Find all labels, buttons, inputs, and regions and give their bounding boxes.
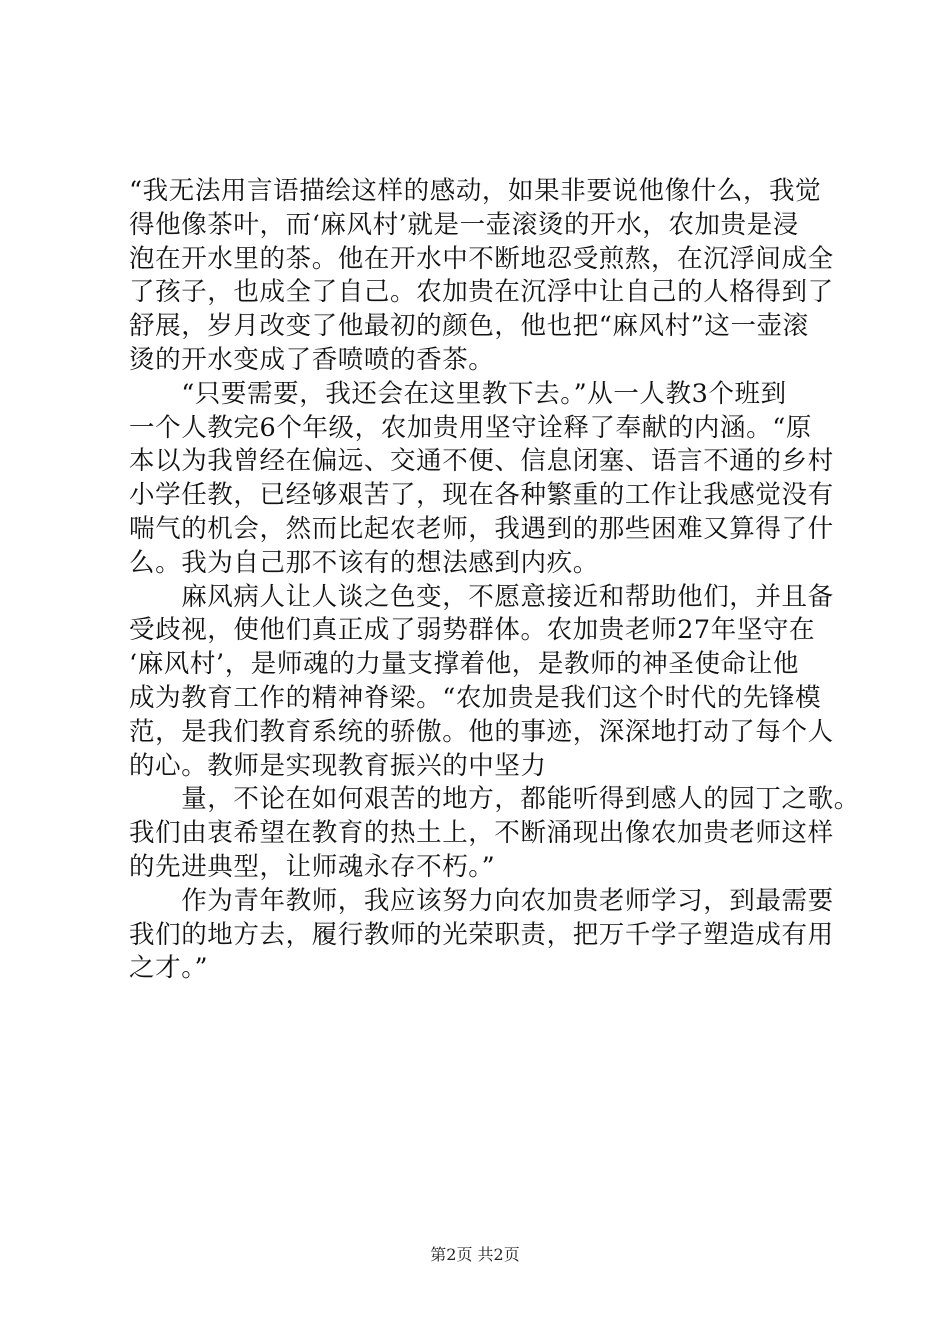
text-line: 一个人教完6个年级，农加贵用坚守诠释了奉献的内涵。“原: [129, 412, 812, 443]
text-line: 麻风病人让人谈之色变，不愿意接近和帮助他们，并且备: [129, 581, 834, 612]
text-line: 范，是我们教育系统的骄傲。他的事迹，深深地打动了每个人: [129, 716, 834, 747]
text-line: “我无法用言语描绘这样的感动，如果非要说他像什么，我觉: [129, 176, 822, 206]
text-line: 了孩子，也成全了自己。农加贵在沉浮中让自己的人格得到了: [129, 277, 834, 308]
text-line: 受歧视，使他们真正成了弱势群体。农加贵老师27年坚守在: [129, 615, 816, 646]
text-line: ‘麻风村’，是师魂的力量支撑着他，是教师的神圣使命让他: [129, 649, 799, 680]
text-line: 我们的地方去，履行教师的光荣职责，把万千学子塑造成有用: [129, 919, 834, 950]
text-line: 成为教育工作的精神脊梁。“农加贵是我们这个时代的先锋模: [129, 683, 822, 713]
text-line: 舒展，岁月改变了他最初的颜色，他也把“麻风村”这一壶滚: [129, 311, 809, 342]
text-line: 泡在开水里的茶。他在开水中不断地忍受煎熬，在沉浮间成全: [129, 243, 834, 274]
text-line: 小学任教，已经够艰苦了，现在各种繁重的工作让我感觉没有: [129, 480, 834, 511]
text-line: 我们由衷希望在教育的热土上，不断涌现出像农加贵老师这样: [129, 818, 834, 849]
text-line: 量，不论在如何艰苦的地方，都能听得到感人的园丁之歌。: [129, 784, 860, 815]
text-line: 本以为我曾经在偏远、交通不便、信息闭塞、语言不通的乡村: [129, 446, 834, 477]
text-line: 的心。教师是实现教育振兴的中坚力: [129, 750, 547, 781]
text-line: 之才。”: [129, 953, 209, 984]
text-line: 作为青年教师，我应该努力向农加贵老师学习，到最需要: [129, 885, 834, 916]
text-line: 么。我为自己那不该有的想法感到内疚。: [129, 547, 599, 578]
text-line: “只要需要，我还会在这里教下去。”从一人教3个班到: [129, 378, 787, 409]
text-line: 喘气的机会，然而比起农老师，我遇到的那些困难又算得了什: [129, 514, 834, 544]
text-line: 的先进典型，让师魂永存不朽。”: [129, 852, 496, 882]
text-line: 得他像茶叶，而‘麻风村’就是一壶滚烫的开水，农加贵是浸: [129, 209, 799, 240]
text-line: 烫的开水变成了香喷喷的香茶。: [129, 345, 495, 375]
page-number-footer: 第2页 共2页: [430, 1245, 520, 1264]
